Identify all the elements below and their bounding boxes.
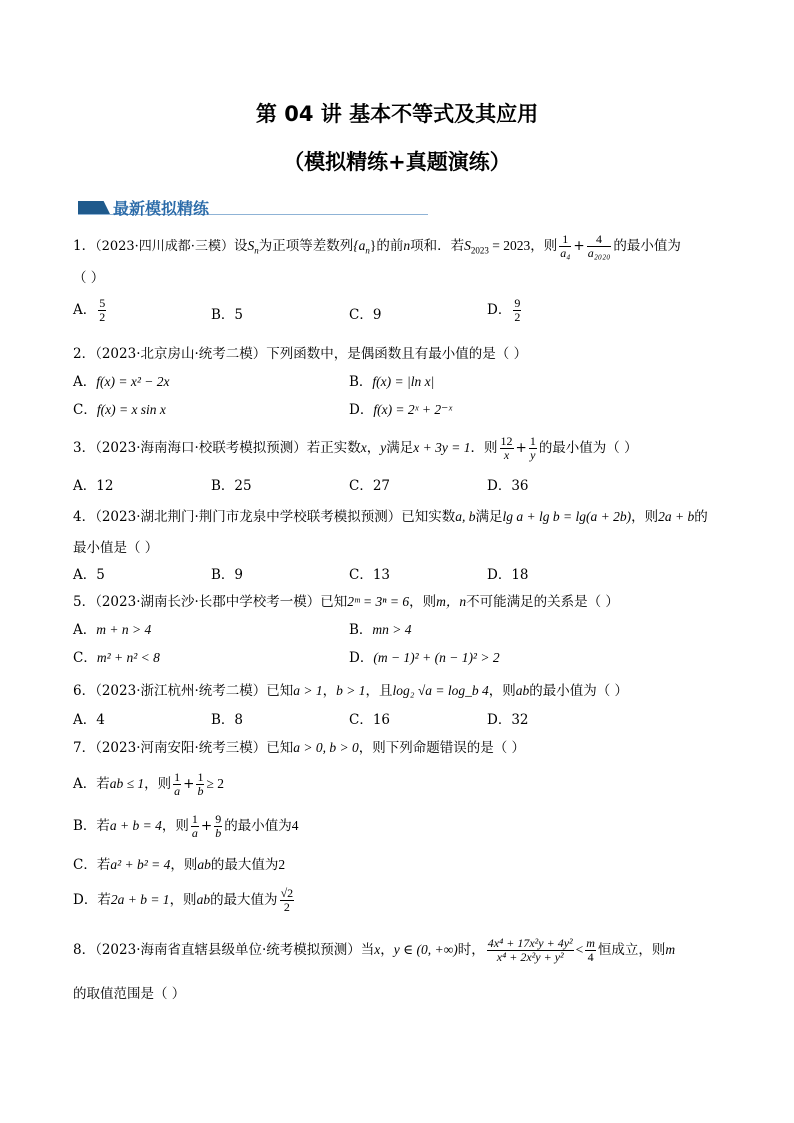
q7-option-b: B．若a + b = 4，则 $\frac{1}{a}$ + $\frac{9}{b}$ 的最小值为4 xyxy=(73,812,299,840)
q4-option-b: B．9 xyxy=(211,567,244,583)
question-2-stem: 2．（2023·北京房山·统考二模）下列函数中，是偶函数且有最小值的是（ ） xyxy=(73,346,528,362)
q6-option-b: B．8 xyxy=(211,712,244,728)
question-4-stem: 4．（2023·湖北荆门·荆门市龙泉中学校联考模拟预测）已知实数a, b满足lg a + lg b = lg(a + 2b)，则2a + b的 xyxy=(73,509,708,525)
q3-option-a: A．12 xyxy=(73,478,114,494)
question-3-stem: 3．（2023·海南海口·校联考模拟预测）若正实数x，y满足x + 3y = 1．则 $\frac{12}{x}$ + $\frac{1}{y}$ 的最小值为（ ） xyxy=(73,434,638,462)
q2-option-a: A．f(x) = x² − 2x xyxy=(73,374,170,390)
page-subtitle: （模拟精练+真题演练） xyxy=(283,150,511,174)
q6-option-d: D．32 xyxy=(487,712,529,728)
q1-option-c: C．9 xyxy=(349,307,382,323)
q1-option-a: A． $\frac{5}{2}$ xyxy=(73,296,106,324)
q2-option-b: B．f(x) = |ln x| xyxy=(349,374,435,390)
question-4-line2: 最小值是（ ） xyxy=(73,540,159,556)
q5-option-b: B．mn > 4 xyxy=(349,622,412,638)
q3-option-b: B．25 xyxy=(211,478,252,494)
section-banner-icon xyxy=(78,201,110,214)
q4-option-d: D．18 xyxy=(487,567,529,583)
q3-option-c: C．27 xyxy=(349,478,391,494)
q2-option-d: D．f(x) = 2ˣ + 2⁻ˣ xyxy=(349,402,453,418)
q1-option-d: D． $\frac{9}{2}$ xyxy=(487,296,521,324)
question-6-stem: 6．（2023·浙江杭州·统考二模）已知a > 1，b > 1，且log₂ √a = log_b 4，则ab的最小值为（ ） xyxy=(73,683,629,699)
section-heading: 最新模拟精练 xyxy=(113,199,210,218)
q5-option-d: D．(m − 1)² + (n − 1)² > 2 xyxy=(349,650,500,666)
question-8-stem: 8．（2023·海南省直辖县级单位·统考模拟预测）当x，y ∈ (0, +∞)时， $\frac{\text{4x⁴ + 17x²y + 4y²}}{\text{x⁴ + 2x²y + y²}}$ < $\frac{m}{4}$ 恒成立，则m xyxy=(73,936,676,964)
question-5-stem: 5．（2023·湖南长沙·长郡中学校考一模）已知2ᵐ = 3ⁿ = 6，则m，n不可能满足的关系是（ ） xyxy=(73,594,619,610)
question-1-stem: 1．（2023·四川成都·三模）设$S_n$为正项等差数列$\{a_n\}$的前n项和．若$S_{2023} = 2023$，则 $\frac{1}{\text{a₄}}$ + $\frac{4}{\text{a₂₀₂₀}}$ 的最小值为 xyxy=(73,232,681,260)
q7-option-a: A．若ab ≤ 1，则 $\frac{1}{a}$ + $\frac{1}{b}$ ≥ 2 xyxy=(73,770,225,798)
q4-option-c: C．13 xyxy=(349,567,391,583)
q3-option-d: D．36 xyxy=(487,478,529,494)
page-title: 第 04 讲 基本不等式及其应用 xyxy=(255,102,539,126)
question-8-line2: 的取值范围是（ ） xyxy=(73,986,186,1002)
q7-option-c: C．若a² + b² = 4，则ab的最大值为2 xyxy=(73,857,286,873)
q2-option-c: C．f(x) = x sin x xyxy=(73,402,166,418)
q5-option-c: C．m² + n² < 8 xyxy=(73,650,160,666)
q1-option-b: B．5 xyxy=(211,307,244,323)
q5-option-a: A．m + n > 4 xyxy=(73,622,152,638)
question-1-paren: （ ） xyxy=(73,270,105,286)
q6-option-c: C．16 xyxy=(349,712,391,728)
q7-option-d: D．若2a + b = 1，则ab的最大值为 $\frac{√2}{2}$ xyxy=(73,886,294,914)
q4-option-a: A．5 xyxy=(73,567,105,583)
question-7-stem: 7．（2023·河南安阳·统考三模）已知a > 0, b > 0，则下列命题错误的是（ ） xyxy=(73,740,526,756)
q6-option-a: A．4 xyxy=(73,712,105,728)
